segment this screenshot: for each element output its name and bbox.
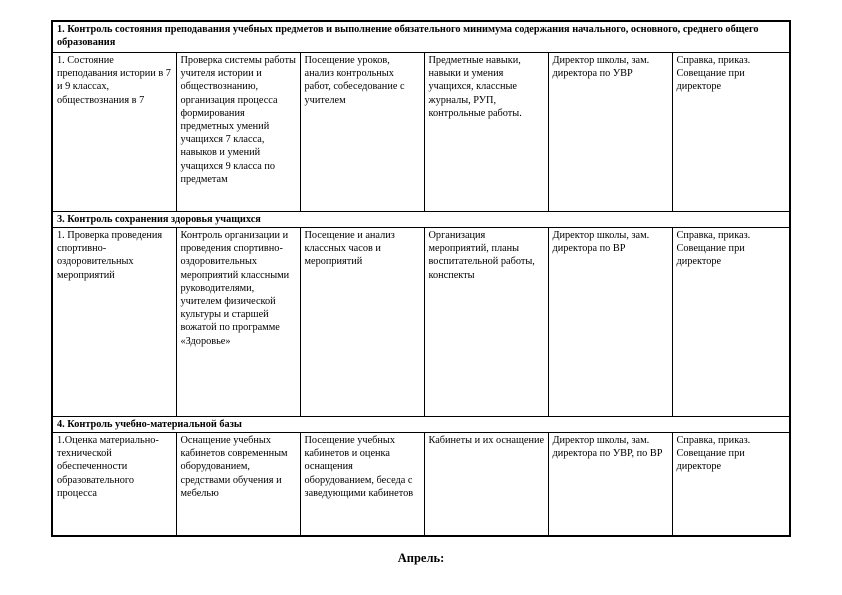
cell-control-subject: Организация мероприятий, планы воспитательной работы, конспекты xyxy=(424,228,548,417)
cell-control-subject: Предметные навыки, навыки и умения учащихся, классные журналы, РУП, контрольные работы. xyxy=(424,53,548,212)
section-title: 3. Контроль сохранения здоровья учащихся xyxy=(52,212,790,228)
cell-control-goal: Оснащение учебных кабинетов современным оборудованием, средствами обучения и мебелью xyxy=(176,433,300,536)
table-row xyxy=(52,228,790,417)
cell-result: Справка, приказ. Совещание при директоре xyxy=(672,228,790,417)
cell-result: Справка, приказ. Совещание при директоре xyxy=(672,433,790,536)
cell-result: Справка, приказ. Совещание при директоре xyxy=(672,53,790,212)
table-row xyxy=(52,53,790,212)
section-title: 1. Контроль состояния преподавания учебных предметов и выполнение обязательного минимума содержания начального, основного, среднего общего образования xyxy=(52,21,790,53)
cell-control-goal: Проверка системы работы учителя истории и обществознанию, организация процесса формирования предметных умений учащихся 7 класса, навыков и умений учащихся 9 класса по предметам xyxy=(176,53,300,212)
cell-responsible: Директор школы, зам. директора по ВР xyxy=(548,228,672,417)
cell-control-object: 1. Проверка проведения спортивно-оздоровительных мероприятий xyxy=(52,228,176,417)
table-row xyxy=(52,433,790,536)
cell-control-subject: Кабинеты и их оснащение xyxy=(424,433,548,536)
cell-control-object: 1.Оценка материально-технической обеспеченности образовательного процесса xyxy=(52,433,176,536)
cell-control-goal: Контроль организации и проведения спортивно-оздоровительных мероприятий классными руководителями, учителем физической культуры и старшей вожатой по программе «Здоровье» xyxy=(176,228,300,417)
cell-control-method: Посещение и анализ классных часов и мероприятий xyxy=(300,228,424,417)
section-header-row xyxy=(52,212,790,228)
section-header-row xyxy=(52,417,790,433)
cell-control-method: Посещение уроков, анализ контрольных работ, собеседование с учителем xyxy=(300,53,424,212)
cell-responsible: Директор школы, зам. директора по УВР, по ВР xyxy=(548,433,672,536)
cell-responsible: Директор школы, зам. директора по УВР xyxy=(548,53,672,212)
cell-control-object: 1. Состояние преподавания истории в 7 и 9 классах, обществознания в 7 xyxy=(52,53,176,212)
cell-control-method: Посещение учебных кабинетов и оценка оснащения оборудованием, беседа с заведующими кабинетов xyxy=(300,433,424,536)
control-plan-table xyxy=(51,20,791,537)
section-title: 4. Контроль учебно-материальной базы xyxy=(52,417,790,433)
section-header-row xyxy=(52,21,790,53)
month-heading: Апрель: xyxy=(397,551,445,565)
